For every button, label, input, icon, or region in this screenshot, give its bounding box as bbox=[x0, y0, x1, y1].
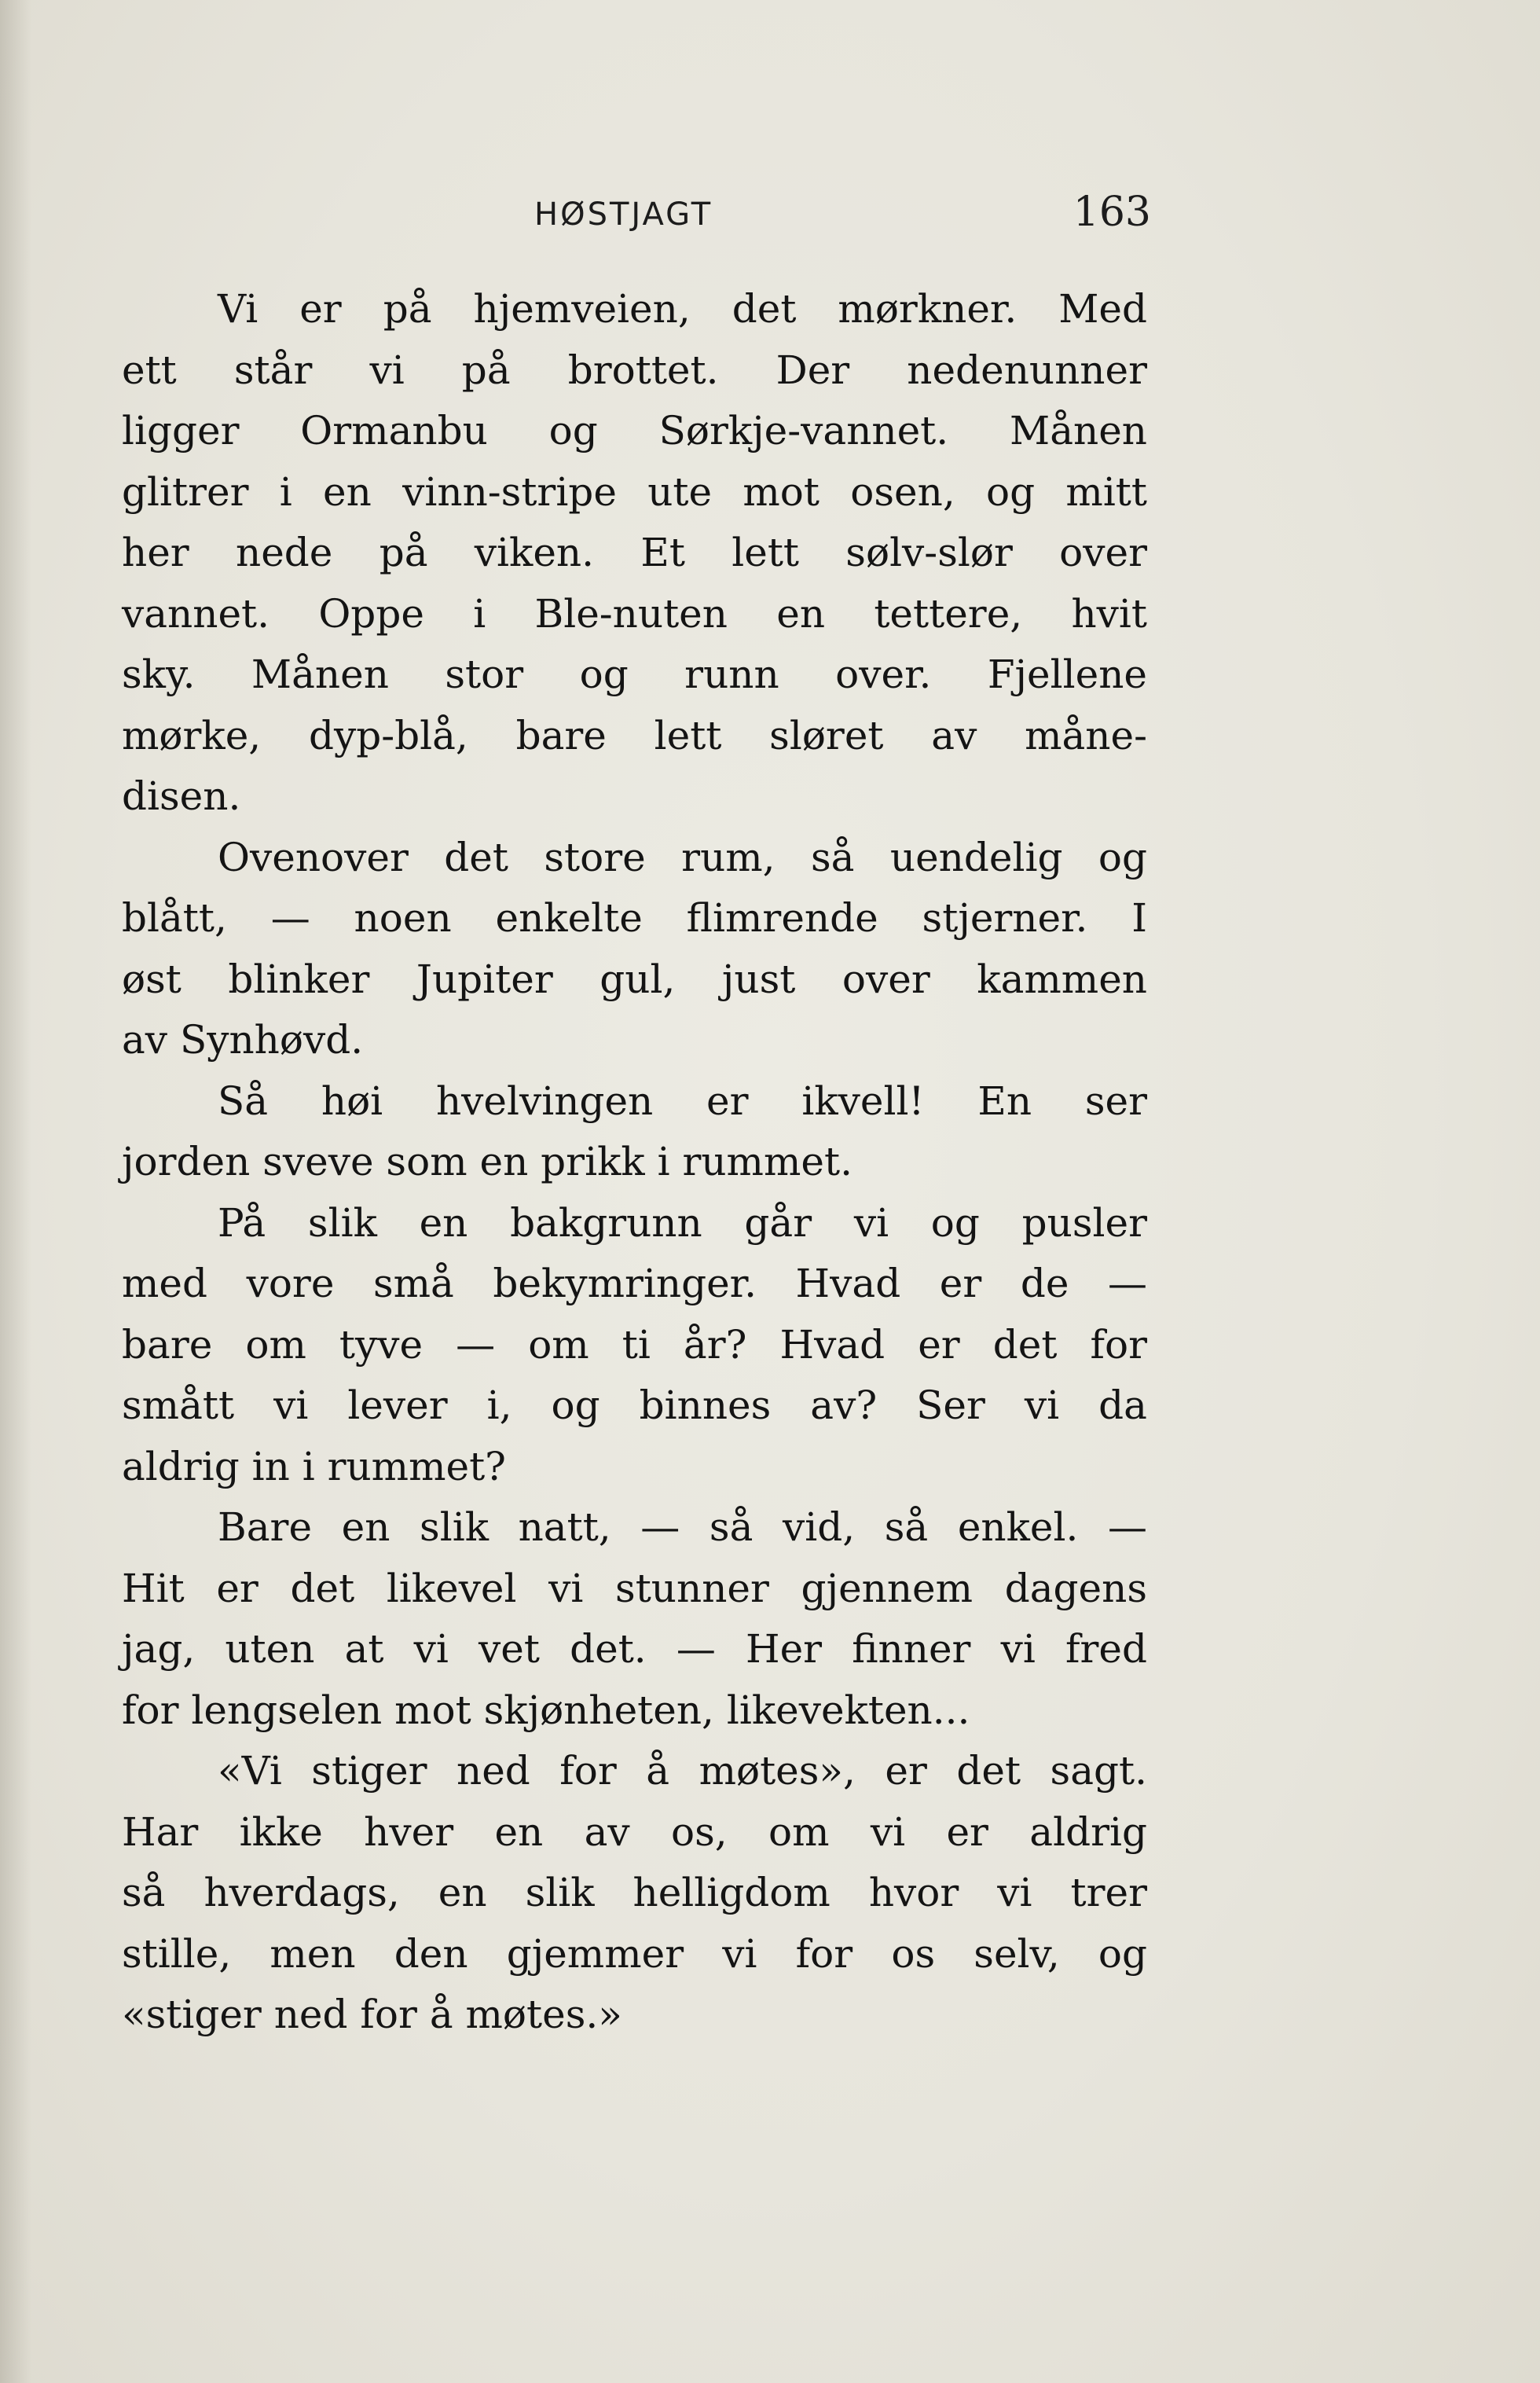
spine-shadow bbox=[0, 0, 31, 2383]
text-line: jag, uten at vi vet det. — Her finner vi fred bbox=[122, 1626, 1147, 1672]
text-line: aldrig in i rummet? bbox=[122, 1443, 506, 1489]
text-line: øst blinker Jupiter gul, just over kammen bbox=[122, 956, 1147, 1002]
text-line: Ovenover det store rum, så uendelig og bbox=[218, 834, 1147, 880]
page-number: 163 bbox=[1072, 189, 1151, 236]
text-line: for lengselen mot skjønheten, likevekten... bbox=[122, 1687, 970, 1733]
text-line: Bare en slik natt, — så vid, så enkel. — bbox=[218, 1504, 1147, 1550]
text-line: glitrer i en vinn-stripe ute mot osen, og mitt bbox=[122, 468, 1147, 515]
text-line: Hit er det likevel vi stunner gjennem dagens bbox=[122, 1565, 1147, 1611]
text-line: her nede på viken. Et lett sølv-slør over bbox=[122, 530, 1147, 575]
text-line: Vi er på hjemveien, det mørkner. Med bbox=[218, 286, 1147, 332]
running-title: HØSTJAGT bbox=[534, 196, 713, 233]
paragraph bbox=[122, 1497, 1147, 1741]
text-line: så hverdags, en slik helligdom hvor vi trer bbox=[122, 1870, 1147, 1915]
text-line: «stiger ned for å møtes.» bbox=[122, 1992, 622, 2037]
text-line: På slik en bakgrunn går vi og pusler bbox=[218, 1199, 1147, 1246]
text-line: vannet. Oppe i Ble-nuten en tettere, hvit bbox=[122, 590, 1147, 637]
paragraph bbox=[122, 1071, 1147, 1193]
text-line: ett står vi på brottet. Der nedenunner bbox=[122, 347, 1147, 393]
text-line: smått vi lever i, og binnes av? Ser vi da bbox=[122, 1382, 1147, 1428]
text-line: mørke, dyp-blå, bare lett sløret av måne- bbox=[122, 712, 1147, 758]
text-line: disen. bbox=[122, 773, 241, 819]
text-line: «Vi stiger ned for å møtes», er det sagt. bbox=[218, 1748, 1147, 1794]
paragraph bbox=[122, 1741, 1147, 2046]
text-line: jorden sveve som en prikk i rummet. bbox=[122, 1139, 852, 1184]
text-line: med vore små bekymringer. Hvad er de — bbox=[122, 1261, 1147, 1306]
text-line: av Synhøvd. bbox=[122, 1017, 364, 1063]
text-line: stille, men den gjemmer vi for os selv, og bbox=[122, 1930, 1147, 1977]
text-line: bare om tyve — om ti år? Hvad er det for bbox=[122, 1321, 1147, 1368]
text-line: sky. Månen stor og runn over. Fjellene bbox=[122, 652, 1147, 697]
text-line: blått, — noen enkelte flimrende stjerner. I bbox=[122, 895, 1147, 941]
text-line: ligger Ormanbu og Sørkje-vannet. Månen bbox=[122, 408, 1147, 453]
body-text bbox=[122, 279, 1147, 2046]
paragraph bbox=[122, 1193, 1147, 1498]
paragraph bbox=[122, 279, 1147, 828]
text-line: Har ikke hver en av os, om vi er aldrig bbox=[122, 1808, 1147, 1855]
paragraph bbox=[122, 828, 1147, 1071]
page-header bbox=[122, 189, 1151, 244]
text-line: Så høi hvelvingen er ikvell! En ser bbox=[218, 1078, 1147, 1124]
